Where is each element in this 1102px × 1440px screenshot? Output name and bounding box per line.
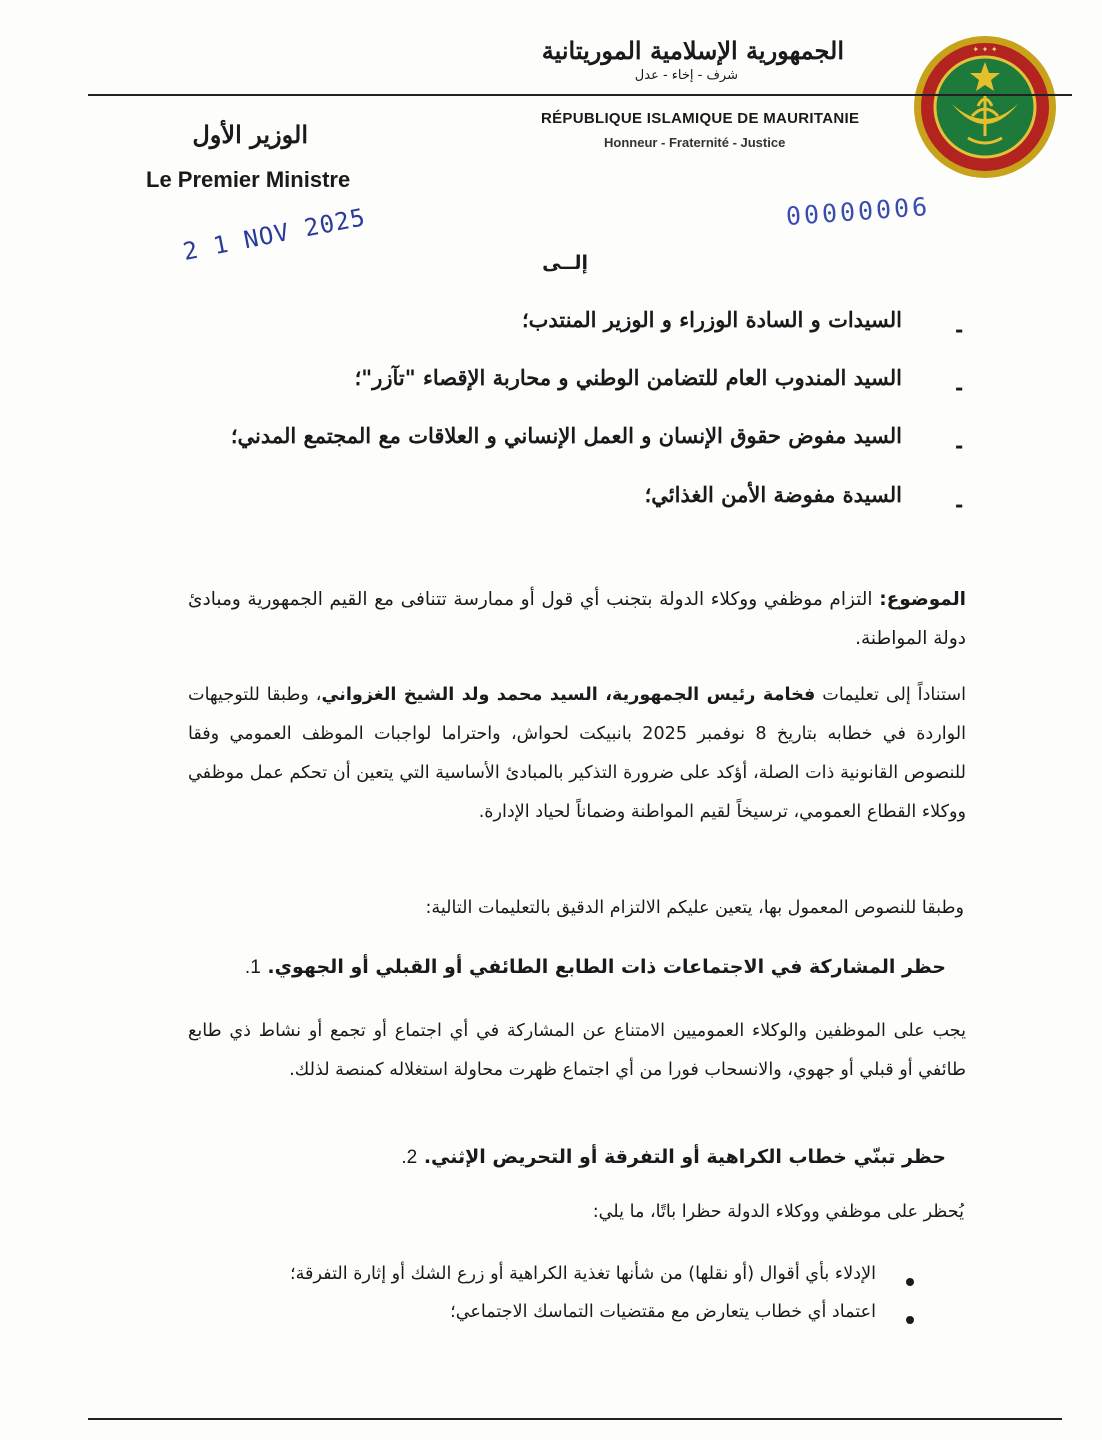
bullet-dot: [906, 1278, 914, 1286]
date-stamp: 2 1 NOV 2025: [180, 203, 368, 266]
item1-paragraph: يجب على الموظفين والوكلاء العموميين الامتناع عن المشاركة في أي اجتماع أو تجمع أو نشاط ذي طابع طائفي أو قبلي أو جهوي، والانسحاب فورا من أي اجتماع ظهرت محاولة استغلاله كمنصة لذلك.: [188, 1021, 966, 1080]
recipient-item: السيد المندوب العام للتضامن الوطني و محاربة الإقصاء "تآزر"؛: [354, 365, 902, 390]
recipient-dash: -: [955, 376, 964, 400]
arabic-motto: شرف - إخاء - عدل: [634, 68, 738, 83]
bullet-dot: [906, 1316, 914, 1324]
national-seal-icon: [912, 34, 1058, 180]
svg-text:✦ ✦ ✦: ✦ ✦ ✦: [972, 45, 998, 54]
arabic-republic-title: الجمهورية الإسلامية الموريتانية: [541, 36, 844, 65]
header-rule: [88, 94, 1072, 96]
french-republic-title: RÉPUBLIQUE ISLAMIQUE DE MAURITANIE: [541, 110, 860, 127]
item1-number: 1.: [244, 957, 261, 978]
intro-text-rest: ، وطبقا للتوجيهات الواردة في خطابه بتاريخ 8 نوفمبر 2025 بانبيكت لحواش، واحتراما لواجبات الموظف العمومي وفقا للنصوص القانونية ذات الصلة، أؤكد على ضرورة التذكير بالمبادئ الأساسية التي يتعين أن تحكم عمل موظفي ووكلاء القطاع العمومي، ترسيخاً لقيم المواطنة وضماناً لحياد الإدارة.: [188, 685, 966, 822]
bullet-item: الإدلاء بأي أقوال (أو نقلها) من شأنها تغذية الكراهية أو زرع الشك أو إثارة التفرقة؛: [290, 1264, 876, 1284]
intro-text-start: استناداً إلى تعليمات: [822, 685, 967, 705]
item2-intro: يُحظر على موظفي ووكلاء الدولة حظرا باتًا، ما يلي:: [592, 1202, 964, 1222]
arabic-sender-title: الوزير الأول: [192, 120, 308, 149]
subject-paragraph: [188, 580, 966, 658]
instructions-line: وطبقا للنصوص المعمول بها، يتعين عليكم الالتزام الدقيق بالتعليمات التالية:: [425, 898, 964, 918]
recipient-dash: -: [955, 493, 964, 517]
item1-heading: [245, 956, 946, 979]
intro-paragraph: [188, 676, 966, 832]
french-motto: Honneur - Fraternité - Justice: [604, 135, 786, 150]
item2-heading: [401, 1146, 946, 1169]
recipient-item: السيدات و السادة الوزراء و الوزير المنتدب؛: [521, 307, 902, 332]
bullet-item: اعتماد أي خطاب يتعارض مع مقتضيات التماسك الاجتماعي؛: [450, 1302, 876, 1322]
french-sender-title: Le Premier Ministre: [146, 167, 351, 192]
recipient-dash: -: [955, 434, 964, 458]
recipient-dash: -: [955, 318, 964, 342]
item1-title: حظر المشاركة في الاجتماعات ذات الطابع الطائفي أو القبلي أو الجهوي.: [267, 956, 946, 978]
footer-rule: [88, 1418, 1062, 1420]
recipient-item: السيد مفوض حقوق الإنسان و العمل الإنساني و العلاقات مع المجتمع المدني؛: [230, 423, 902, 448]
subject-text: التزام موظفي ووكلاء الدولة بتجنب أي قول أو ممارسة تتنافى مع القيم الجمهورية ومبادئ دولة المواطنة.: [188, 589, 966, 649]
reference-number-stamp: 00000006: [784, 191, 932, 231]
recipient-item: السيدة مفوضة الأمن الغذائي؛: [644, 482, 902, 507]
item2-title: حظر تبنّي خطاب الكراهية أو التفرقة أو التحريض الإثني.: [423, 1146, 946, 1168]
recipients-label: إلــى: [542, 252, 588, 274]
item2-number: 2.: [401, 1147, 418, 1168]
intro-president-name: فخامة رئيس الجمهورية، السيد محمد ولد الشيخ الغزواني: [321, 685, 816, 705]
subject-label: الموضوع:: [879, 589, 966, 610]
